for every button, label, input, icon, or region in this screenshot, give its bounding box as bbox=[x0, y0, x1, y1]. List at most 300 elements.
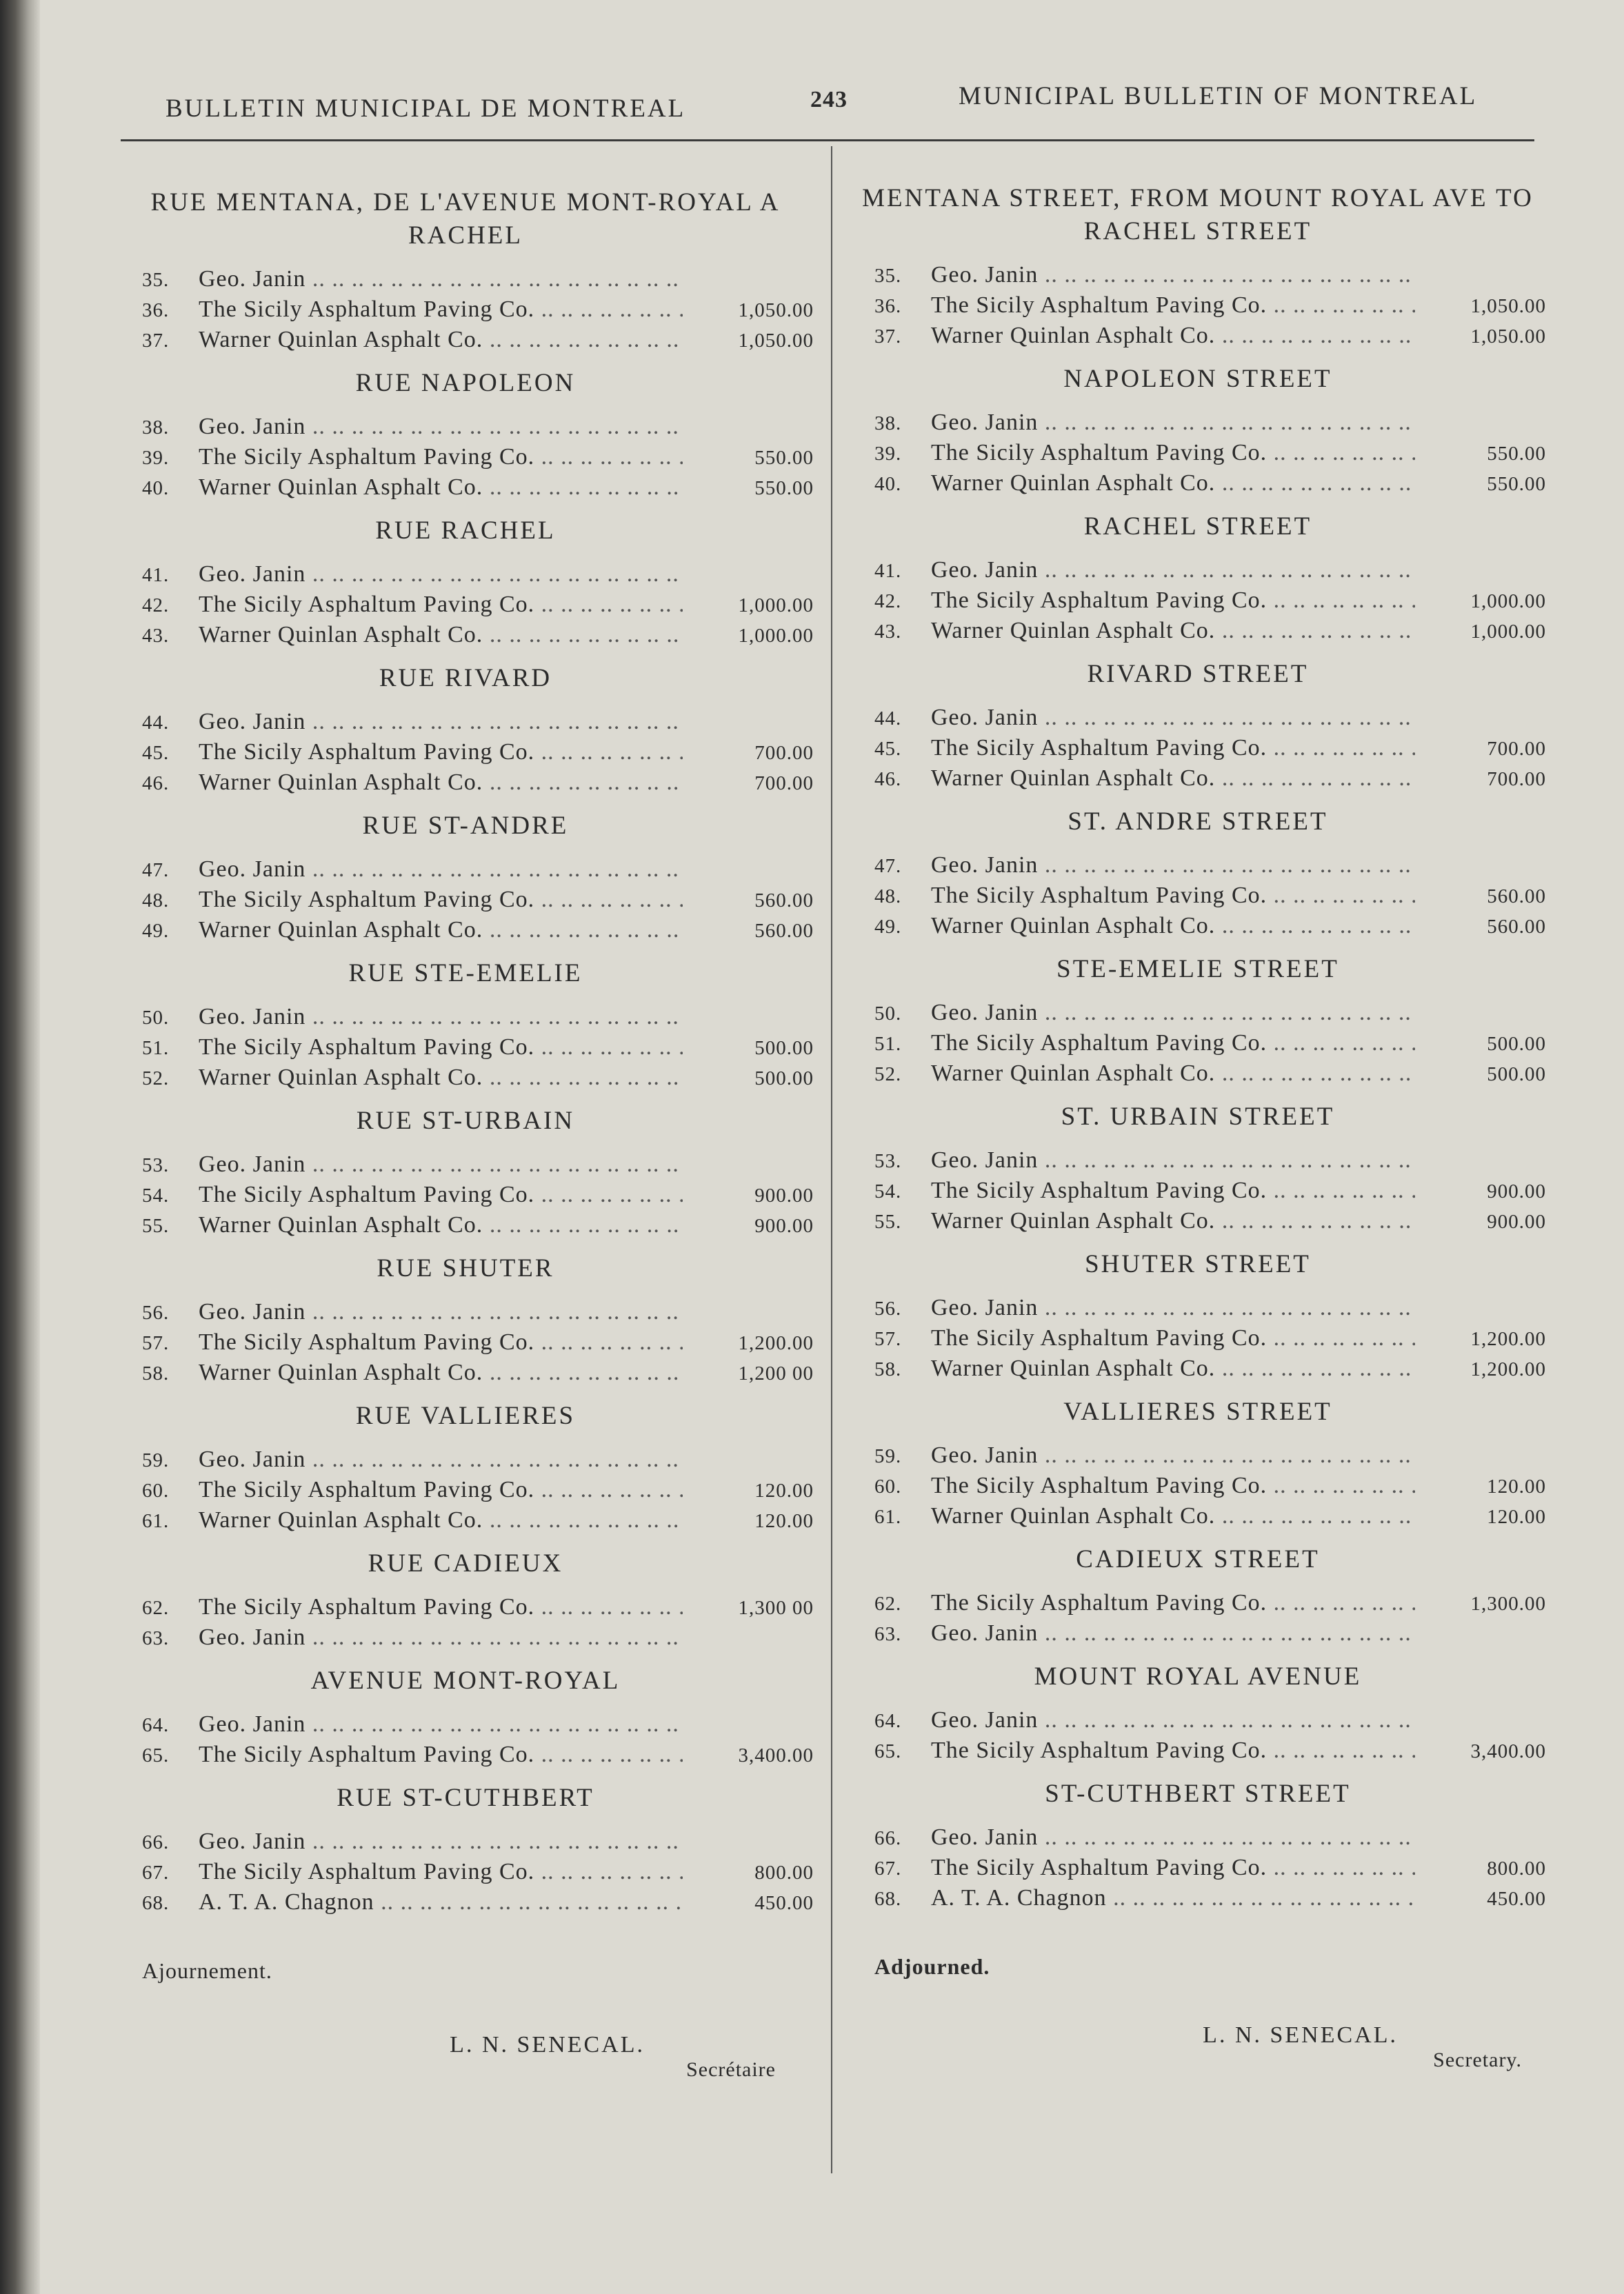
section-title: RUE ST-ANDRE bbox=[362, 812, 569, 840]
tender-entry bbox=[850, 470, 1546, 501]
entry-number: 59. bbox=[874, 1445, 902, 1467]
tender-entry bbox=[117, 296, 814, 327]
tender-entry bbox=[117, 769, 814, 800]
section bbox=[117, 1782, 814, 1920]
section-title: VALLIERES STREET bbox=[1063, 1398, 1332, 1426]
section-title: RUE ST-CUTHBERT bbox=[337, 1784, 594, 1812]
tenderer-name: Warner Quinlan Asphalt Co. .. .. bbox=[199, 1065, 683, 1091]
tender-amount: 1,000.00 bbox=[738, 625, 814, 647]
entry-number: 57. bbox=[874, 1328, 902, 1350]
tender-list bbox=[850, 1442, 1546, 1533]
tenderer-name: Geo. Janin .. .. bbox=[199, 266, 683, 292]
tender-list bbox=[850, 1590, 1546, 1651]
entry-number: 40. bbox=[142, 477, 170, 499]
tender-amount: 120.00 bbox=[754, 1510, 814, 1532]
tender-entry bbox=[117, 1507, 814, 1538]
entry-number: 66. bbox=[874, 1827, 902, 1849]
tenderer-name: Geo. Janin .. .. bbox=[199, 1004, 683, 1030]
tender-list bbox=[117, 414, 814, 505]
tenderer-name: Geo. Janin .. .. bbox=[199, 1447, 683, 1473]
entry-number: 43. bbox=[874, 621, 902, 643]
entry-number: 41. bbox=[142, 564, 170, 586]
tender-amount: 450.00 bbox=[1487, 1888, 1546, 1910]
entry-number: 46. bbox=[142, 772, 170, 794]
entry-number: 57. bbox=[142, 1332, 170, 1354]
section-title: RUE CADIEUX bbox=[368, 1549, 563, 1578]
section bbox=[850, 805, 1546, 943]
tender-amount: 1,000.00 bbox=[1470, 621, 1546, 643]
entry-number: 58. bbox=[142, 1362, 170, 1385]
column-divider bbox=[831, 146, 832, 2173]
section-title: SHUTER STREET bbox=[1085, 1250, 1311, 1278]
tender-entry bbox=[117, 917, 814, 947]
tenderer-name: Geo. Janin .. .. bbox=[199, 1624, 683, 1651]
tenderer-name: The Sicily Asphaltum Paving Co. .. .. bbox=[931, 1030, 1415, 1056]
entry-number: 55. bbox=[142, 1215, 170, 1237]
tender-entry bbox=[850, 1855, 1546, 1885]
section-title: RUE RACHEL bbox=[375, 516, 556, 545]
section-title: MENTANA STREET, FROM MOUNT ROYAL AVE TO RACHEL STREET bbox=[862, 184, 1534, 245]
tender-amount: 1,050.00 bbox=[738, 299, 814, 321]
tenderer-name: Warner Quinlan Asphalt Co. .. .. bbox=[199, 1507, 683, 1533]
tender-entry bbox=[850, 765, 1546, 796]
entry-number: 40. bbox=[874, 473, 902, 495]
entry-number: 56. bbox=[142, 1302, 170, 1324]
tender-entry bbox=[117, 1711, 814, 1742]
tender-entry bbox=[117, 1477, 814, 1507]
tender-list bbox=[117, 1447, 814, 1538]
section-title: RUE NAPOLEON bbox=[355, 369, 576, 397]
tenderer-name: Geo. Janin .. .. bbox=[931, 1824, 1415, 1851]
tenderer-name: The Sicily Asphaltum Paving Co. .. .. bbox=[931, 587, 1415, 614]
tender-entry bbox=[850, 440, 1546, 470]
entry-number: 62. bbox=[874, 1593, 902, 1615]
tenderer-name: Warner Quinlan Asphalt Co. .. .. bbox=[199, 474, 683, 501]
tender-entry bbox=[850, 1707, 1546, 1738]
tender-list bbox=[117, 856, 814, 947]
tender-entry bbox=[117, 1360, 814, 1390]
tender-list bbox=[850, 410, 1546, 501]
tender-list bbox=[850, 1295, 1546, 1386]
tender-entry bbox=[850, 735, 1546, 765]
tender-amount: 500.00 bbox=[754, 1037, 814, 1059]
entry-number: 65. bbox=[142, 1744, 170, 1767]
tender-amount: 560.00 bbox=[754, 920, 814, 942]
tender-amount: 700.00 bbox=[754, 772, 814, 794]
tenderer-name: Geo. Janin .. .. bbox=[931, 1707, 1415, 1733]
tenderer-name: The Sicily Asphaltum Paving Co. .. .. bbox=[199, 1742, 683, 1768]
tenderer-name: Warner Quinlan Asphalt Co. .. .. bbox=[931, 618, 1415, 644]
tenderer-name: Geo. Janin .. .. bbox=[199, 414, 683, 440]
entry-number: 51. bbox=[142, 1037, 170, 1059]
tenderer-name: Warner Quinlan Asphalt Co. .. .. bbox=[931, 765, 1415, 792]
tenderer-name: Warner Quinlan Asphalt Co. .. .. bbox=[931, 1503, 1415, 1529]
tender-list bbox=[117, 1151, 814, 1242]
section-title: ST-CUTHBERT STREET bbox=[1045, 1780, 1351, 1808]
tender-entry bbox=[850, 587, 1546, 618]
section bbox=[850, 363, 1546, 501]
entry-number: 61. bbox=[874, 1506, 902, 1528]
entry-number: 49. bbox=[142, 920, 170, 942]
tender-entry bbox=[850, 1030, 1546, 1060]
tenderer-name: Geo. Janin .. .. bbox=[199, 856, 683, 883]
section bbox=[117, 1664, 814, 1772]
entry-number: 50. bbox=[142, 1007, 170, 1029]
tender-amount: 1,200 00 bbox=[738, 1362, 814, 1385]
tender-list bbox=[850, 557, 1546, 648]
entry-number: 49. bbox=[874, 916, 902, 938]
tender-entry bbox=[117, 1859, 814, 1889]
tender-entry bbox=[850, 1208, 1546, 1238]
section-title: NAPOLEON STREET bbox=[1063, 365, 1332, 393]
tenderer-name: The Sicily Asphaltum Paving Co. .. .. bbox=[931, 1855, 1415, 1881]
tender-entry bbox=[850, 1000, 1546, 1030]
tender-amount: 550.00 bbox=[1487, 473, 1546, 495]
tender-entry bbox=[117, 1329, 814, 1360]
tender-entry bbox=[117, 739, 814, 769]
tender-amount: 3,400.00 bbox=[738, 1744, 814, 1767]
tender-amount: 560.00 bbox=[1487, 885, 1546, 907]
tender-entry bbox=[850, 1473, 1546, 1503]
page-binding-shadow bbox=[0, 0, 40, 2294]
entry-number: 63. bbox=[874, 1623, 902, 1645]
tender-entry bbox=[117, 1212, 814, 1242]
french-sections bbox=[117, 186, 814, 1920]
entry-number: 67. bbox=[874, 1858, 902, 1880]
tenderer-name: A. T. A. Chagnon .. .. bbox=[931, 1885, 1415, 1911]
entry-number: 47. bbox=[874, 855, 902, 877]
tender-amount: 120.00 bbox=[1487, 1506, 1546, 1528]
tender-entry bbox=[117, 1299, 814, 1329]
tender-entry bbox=[850, 1178, 1546, 1208]
tender-amount: 500.00 bbox=[754, 1067, 814, 1089]
tenderer-name: Geo. Janin .. .. bbox=[199, 1151, 683, 1178]
tender-amount: 550.00 bbox=[1487, 443, 1546, 465]
tenderer-name: Geo. Janin .. .. bbox=[931, 1442, 1415, 1469]
tenderer-name: The Sicily Asphaltum Paving Co. .. .. bbox=[199, 739, 683, 765]
tenderer-name: The Sicily Asphaltum Paving Co. .. .. bbox=[199, 296, 683, 323]
tender-list bbox=[850, 1824, 1546, 1915]
entry-number: 65. bbox=[874, 1740, 902, 1762]
french-column bbox=[117, 186, 814, 2082]
tender-amount: 700.00 bbox=[1487, 738, 1546, 760]
tender-list bbox=[117, 1711, 814, 1772]
section-title: RUE RIVARD bbox=[379, 664, 552, 692]
tenderer-name: The Sicily Asphaltum Paving Co. .. .. bbox=[199, 1034, 683, 1060]
tender-entry bbox=[117, 266, 814, 296]
tender-amount: 560.00 bbox=[1487, 916, 1546, 938]
tender-list bbox=[850, 1000, 1546, 1091]
tender-amount: 3,400.00 bbox=[1470, 1740, 1546, 1762]
tender-entry bbox=[117, 414, 814, 444]
tender-list bbox=[117, 266, 814, 357]
english-column bbox=[850, 172, 1546, 2072]
tender-entry bbox=[850, 1295, 1546, 1325]
tenderer-name: The Sicily Asphaltum Paving Co. .. .. bbox=[931, 1590, 1415, 1616]
entry-number: 39. bbox=[874, 443, 902, 465]
tender-amount: 1,050.00 bbox=[738, 330, 814, 352]
tender-entry bbox=[850, 913, 1546, 943]
tender-entry bbox=[117, 1447, 814, 1477]
entry-number: 68. bbox=[142, 1892, 170, 1914]
section bbox=[850, 1543, 1546, 1651]
entry-number: 48. bbox=[874, 885, 902, 907]
tenderer-name: Warner Quinlan Asphalt Co. .. .. bbox=[199, 327, 683, 353]
tenderer-name: The Sicily Asphaltum Paving Co. .. .. bbox=[199, 592, 683, 618]
tenderer-name: Geo. Janin .. .. bbox=[931, 1000, 1415, 1026]
tenderer-name: Geo. Janin .. .. bbox=[931, 410, 1415, 436]
section bbox=[850, 1100, 1546, 1238]
section bbox=[850, 1396, 1546, 1533]
french-signature-role: Secrétaire bbox=[686, 2058, 776, 2081]
tenderer-name: Warner Quinlan Asphalt Co. .. .. bbox=[199, 622, 683, 648]
tender-amount: 500.00 bbox=[1487, 1033, 1546, 1055]
tender-amount: 1,300.00 bbox=[1470, 1593, 1546, 1615]
tenderer-name: Geo. Janin .. .. bbox=[199, 561, 683, 587]
tender-entry bbox=[117, 887, 814, 917]
tender-amount: 1,200.00 bbox=[1470, 1358, 1546, 1380]
tenderer-name: Geo. Janin .. .. bbox=[931, 852, 1415, 878]
tender-list bbox=[850, 1707, 1546, 1768]
entry-number: 35. bbox=[874, 265, 902, 287]
tenderer-name: The Sicily Asphaltum Paving Co. .. .. bbox=[199, 1329, 683, 1356]
tenderer-name: The Sicily Asphaltum Paving Co. .. .. bbox=[931, 883, 1415, 909]
tender-entry bbox=[117, 856, 814, 887]
tender-entry bbox=[850, 705, 1546, 735]
entry-number: 45. bbox=[142, 742, 170, 764]
section-title: AVENUE MONT-ROYAL bbox=[310, 1667, 621, 1695]
tender-amount: 500.00 bbox=[1487, 1063, 1546, 1085]
entry-number: 47. bbox=[142, 859, 170, 881]
entry-number: 38. bbox=[874, 412, 902, 434]
english-sections bbox=[850, 182, 1546, 1915]
entry-number: 38. bbox=[142, 416, 170, 439]
entry-number: 63. bbox=[142, 1627, 170, 1649]
entry-number: 46. bbox=[874, 768, 902, 790]
tender-amount: 550.00 bbox=[754, 477, 814, 499]
tender-amount: 700.00 bbox=[754, 742, 814, 764]
tender-amount: 700.00 bbox=[1487, 768, 1546, 790]
tender-list bbox=[117, 1829, 814, 1920]
english-closing: Adjourned. bbox=[874, 1954, 990, 1979]
entry-number: 44. bbox=[142, 712, 170, 734]
section-title: RUE ST-URBAIN bbox=[356, 1107, 575, 1135]
tenderer-name: The Sicily Asphaltum Paving Co. .. .. bbox=[931, 1473, 1415, 1499]
section bbox=[117, 367, 814, 505]
tender-amount: 1,050.00 bbox=[1470, 325, 1546, 348]
tender-entry bbox=[850, 618, 1546, 648]
entry-number: 35. bbox=[142, 269, 170, 291]
entry-number: 45. bbox=[874, 738, 902, 760]
entry-number: 53. bbox=[874, 1150, 902, 1172]
header-french-title: BULLETIN MUNICIPAL DE MONTREAL bbox=[166, 94, 686, 123]
tender-entry bbox=[850, 1147, 1546, 1178]
section bbox=[117, 957, 814, 1095]
tenderer-name: Warner Quinlan Asphalt Co. .. .. bbox=[931, 1208, 1415, 1234]
entry-number: 60. bbox=[142, 1480, 170, 1502]
entry-number: 54. bbox=[142, 1185, 170, 1207]
section bbox=[850, 182, 1546, 353]
tender-entry bbox=[850, 557, 1546, 587]
tenderer-name: Geo. Janin .. .. bbox=[931, 1147, 1415, 1174]
section-title: RIVARD STREET bbox=[1087, 660, 1309, 688]
tender-entry bbox=[850, 1590, 1546, 1620]
tenderer-name: The Sicily Asphaltum Paving Co. .. .. bbox=[931, 440, 1415, 466]
tender-amount: 1,300 00 bbox=[738, 1597, 814, 1619]
tender-entry bbox=[850, 1738, 1546, 1768]
tender-entry bbox=[850, 1824, 1546, 1855]
section bbox=[117, 1547, 814, 1655]
tenderer-name: Geo. Janin .. .. bbox=[199, 1299, 683, 1325]
section-title: RUE MENTANA, DE L'AVENUE MONT-ROYAL A RACHEL bbox=[150, 188, 781, 250]
tender-amount: 1,200.00 bbox=[738, 1332, 814, 1354]
tender-amount: 800.00 bbox=[754, 1862, 814, 1884]
entry-number: 61. bbox=[142, 1510, 170, 1532]
tender-entry bbox=[850, 1620, 1546, 1651]
section-title: RUE VALLIERES bbox=[355, 1402, 576, 1430]
section bbox=[117, 1400, 814, 1538]
section bbox=[850, 658, 1546, 796]
tender-entry bbox=[850, 1503, 1546, 1533]
entry-number: 64. bbox=[142, 1714, 170, 1736]
section-title: RACHEL STREET bbox=[1083, 512, 1312, 541]
entry-number: 37. bbox=[874, 325, 902, 348]
tender-entry bbox=[117, 1151, 814, 1182]
tender-list bbox=[117, 1004, 814, 1095]
section bbox=[850, 953, 1546, 1091]
entry-number: 52. bbox=[142, 1067, 170, 1089]
tenderer-name: Geo. Janin .. .. bbox=[931, 557, 1415, 583]
tender-entry bbox=[117, 1624, 814, 1655]
entry-number: 50. bbox=[874, 1003, 902, 1025]
header-rule bbox=[121, 139, 1534, 141]
tender-entry bbox=[117, 1004, 814, 1034]
section bbox=[117, 1252, 814, 1390]
tender-list bbox=[850, 852, 1546, 943]
tender-entry bbox=[850, 1885, 1546, 1915]
tender-list bbox=[117, 709, 814, 800]
tender-entry bbox=[850, 323, 1546, 353]
tender-entry bbox=[850, 1325, 1546, 1356]
tenderer-name: Geo. Janin .. .. bbox=[931, 1620, 1415, 1647]
tenderer-name: Geo. Janin .. .. bbox=[199, 709, 683, 735]
tenderer-name: Warner Quinlan Asphalt Co. .. .. bbox=[199, 1212, 683, 1238]
tenderer-name: The Sicily Asphaltum Paving Co. .. .. bbox=[199, 1594, 683, 1620]
tender-amount: 450.00 bbox=[754, 1892, 814, 1914]
tender-list bbox=[117, 1594, 814, 1655]
tenderer-name: The Sicily Asphaltum Paving Co. .. .. bbox=[199, 1859, 683, 1885]
tender-entry bbox=[850, 1356, 1546, 1386]
entry-number: 67. bbox=[142, 1862, 170, 1884]
section bbox=[117, 514, 814, 652]
tenderer-name: Warner Quinlan Asphalt Co. .. .. bbox=[931, 323, 1415, 349]
tenderer-name: The Sicily Asphaltum Paving Co. .. .. bbox=[199, 887, 683, 913]
entry-number: 54. bbox=[874, 1180, 902, 1203]
entry-number: 42. bbox=[874, 590, 902, 612]
tenderer-name: A. T. A. Chagnon .. .. bbox=[199, 1889, 683, 1915]
tender-amount: 560.00 bbox=[754, 889, 814, 912]
section bbox=[850, 1248, 1546, 1386]
entry-number: 51. bbox=[874, 1033, 902, 1055]
entry-number: 42. bbox=[142, 594, 170, 616]
entry-number: 66. bbox=[142, 1831, 170, 1853]
tender-entry bbox=[117, 622, 814, 652]
tenderer-name: The Sicily Asphaltum Paving Co. .. .. bbox=[199, 444, 683, 470]
section-title: ST. ANDRE STREET bbox=[1067, 807, 1328, 836]
entry-number: 36. bbox=[142, 299, 170, 321]
tender-list bbox=[117, 561, 814, 652]
entry-number: 64. bbox=[874, 1710, 902, 1732]
tender-list bbox=[850, 1147, 1546, 1238]
tenderer-name: The Sicily Asphaltum Paving Co. .. .. bbox=[199, 1477, 683, 1503]
section-title: CADIEUX STREET bbox=[1076, 1545, 1320, 1573]
section bbox=[117, 186, 814, 357]
tender-entry bbox=[117, 1829, 814, 1859]
tenderer-name: Geo. Janin .. .. bbox=[931, 262, 1415, 288]
tender-entry bbox=[850, 852, 1546, 883]
entry-number: 52. bbox=[874, 1063, 902, 1085]
tender-entry bbox=[850, 1060, 1546, 1091]
tender-amount: 1,000.00 bbox=[738, 594, 814, 616]
page-number: 243 bbox=[810, 87, 848, 112]
tender-amount: 900.00 bbox=[754, 1185, 814, 1207]
section-title: MOUNT ROYAL AVENUE bbox=[1034, 1662, 1362, 1691]
entry-number: 62. bbox=[142, 1597, 170, 1619]
tender-amount: 800.00 bbox=[1487, 1858, 1546, 1880]
tenderer-name: Geo. Janin .. .. bbox=[199, 1711, 683, 1738]
tender-entry bbox=[850, 262, 1546, 292]
tenderer-name: The Sicily Asphaltum Paving Co. .. .. bbox=[931, 1738, 1415, 1764]
entry-number: 48. bbox=[142, 889, 170, 912]
tender-entry bbox=[117, 1594, 814, 1624]
tender-amount: 1,200.00 bbox=[1470, 1328, 1546, 1350]
tender-entry bbox=[850, 410, 1546, 440]
section bbox=[850, 1778, 1546, 1915]
tender-entry bbox=[850, 1442, 1546, 1473]
entry-number: 39. bbox=[142, 447, 170, 469]
tender-list bbox=[850, 705, 1546, 796]
tender-entry bbox=[117, 1742, 814, 1772]
entry-number: 37. bbox=[142, 330, 170, 352]
french-signature: L. N. SENECAL. bbox=[450, 2032, 645, 2057]
tenderer-name: Warner Quinlan Asphalt Co. .. .. bbox=[199, 1360, 683, 1386]
entry-number: 53. bbox=[142, 1154, 170, 1176]
english-signature: L. N. SENECAL. bbox=[1203, 2022, 1398, 2048]
tender-amount: 900.00 bbox=[754, 1215, 814, 1237]
tender-amount: 1,000.00 bbox=[1470, 590, 1546, 612]
entry-number: 41. bbox=[874, 560, 902, 582]
tender-amount: 900.00 bbox=[1487, 1211, 1546, 1233]
tender-amount: 120.00 bbox=[1487, 1476, 1546, 1498]
tenderer-name: Warner Quinlan Asphalt Co. .. .. bbox=[199, 769, 683, 796]
tender-amount: 1,050.00 bbox=[1470, 295, 1546, 317]
header-english-title: MUNICIPAL BULLETIN OF MONTREAL bbox=[959, 82, 1478, 110]
entry-number: 68. bbox=[874, 1888, 902, 1910]
entry-number: 58. bbox=[874, 1358, 902, 1380]
entry-number: 36. bbox=[874, 295, 902, 317]
tender-amount: 550.00 bbox=[754, 447, 814, 469]
tender-entry bbox=[850, 292, 1546, 323]
entry-number: 43. bbox=[142, 625, 170, 647]
tenderer-name: The Sicily Asphaltum Paving Co. .. .. bbox=[931, 292, 1415, 319]
tenderer-name: The Sicily Asphaltum Paving Co. .. .. bbox=[931, 1325, 1415, 1351]
tender-entry bbox=[117, 327, 814, 357]
tenderer-name: The Sicily Asphaltum Paving Co. .. .. bbox=[931, 1178, 1415, 1204]
section bbox=[850, 510, 1546, 648]
tender-amount: 900.00 bbox=[1487, 1180, 1546, 1203]
tender-entry bbox=[117, 1182, 814, 1212]
entry-number: 59. bbox=[142, 1449, 170, 1471]
